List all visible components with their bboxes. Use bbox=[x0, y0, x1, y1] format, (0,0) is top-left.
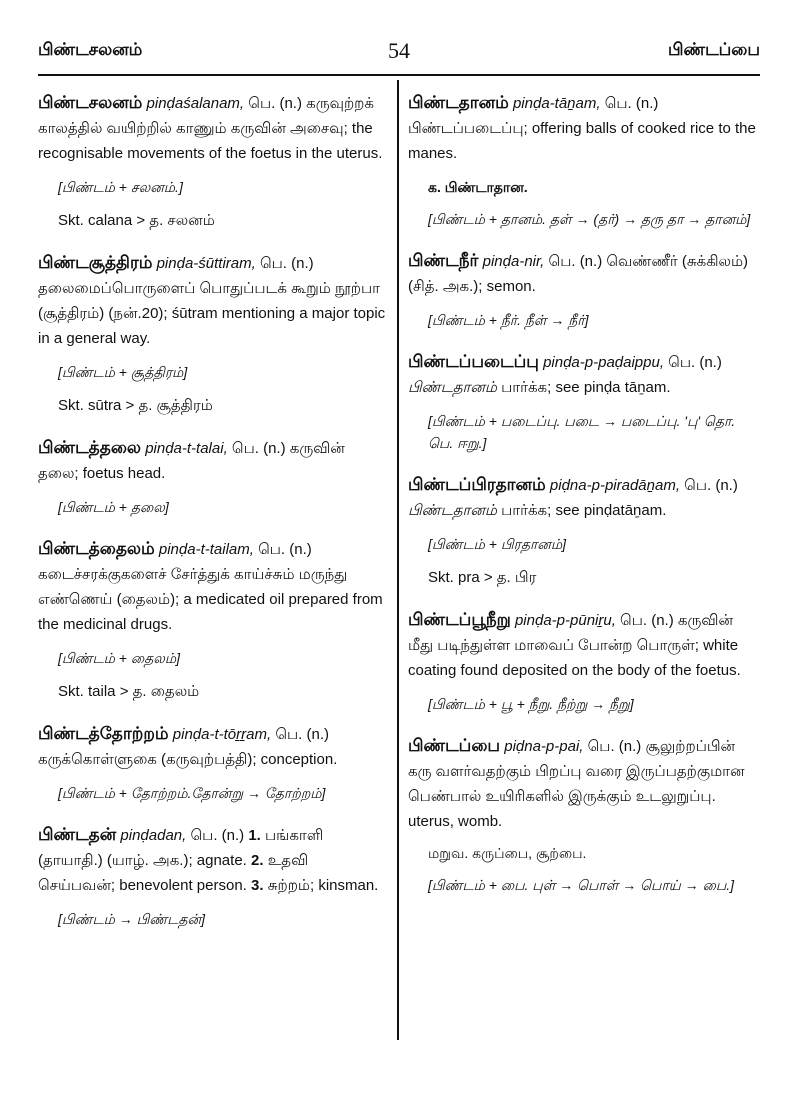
dictionary-entry bbox=[38, 250, 386, 417]
part-of-speech: பெ. (n.) bbox=[684, 477, 738, 494]
transliteration: piḍna-p-piradāṉam, bbox=[549, 477, 680, 494]
part-of-speech: பெ. (n.) bbox=[259, 255, 314, 272]
cognate: க. பிண்டாதான. bbox=[428, 179, 528, 195]
definition: தலைமைப்பொருளைப் பொதுப்படக் கூறும் நூற்பா (சூத்திரம்) (நன்.20); śūtram mentioning a major topic in a general way. bbox=[38, 280, 386, 347]
dictionary-entry bbox=[38, 536, 386, 703]
etymology: [பிண்டம் + தோற்றம்.தோன்று → தோற்றம்] bbox=[58, 785, 326, 801]
definition: பார்க்க; see pinḍatāṉam. bbox=[501, 502, 667, 519]
etymology: [பிண்டம் + தைலம்] bbox=[58, 650, 180, 666]
transliteration: pinḍa-t-tailam, bbox=[158, 541, 254, 558]
sanskrit-origin: Skt. calana > த. சலனம் bbox=[58, 212, 215, 229]
sanskrit-origin: Skt. pra > த. பிர bbox=[428, 569, 537, 586]
synonyms: மறுவ. கருப்பை, சூற்பை. bbox=[428, 845, 587, 861]
headword: பிண்டசூத்திரம் bbox=[38, 253, 153, 272]
part-of-speech: பெ. (n.) bbox=[275, 726, 329, 743]
dictionary-entry bbox=[38, 721, 386, 804]
dictionary-entry bbox=[408, 349, 760, 454]
headword: பிண்டதன் bbox=[38, 825, 117, 844]
etymology: [பிண்டம் + பிரதானம்] bbox=[428, 536, 567, 552]
etymology: [பிண்டம் → பிண்டதன்] bbox=[58, 911, 205, 927]
part-of-speech: பெ. (n.) bbox=[604, 95, 659, 112]
dictionary-entry bbox=[38, 435, 386, 518]
headword: பிண்டப்பிரதானம் bbox=[408, 475, 546, 494]
transliteration: pinḍa-śūttiram, bbox=[156, 255, 256, 272]
sense-definition: உதவி செய்பவன்; benevolent person. bbox=[38, 852, 309, 894]
right-column bbox=[408, 90, 760, 914]
definition: சூலுற்றப்பின் கரு வளர்வதற்கும் பிறப்பு வரை இருப்பதற்குமான பெண்பால் உயிரிகளில் இருக்கும் உடலுறுப்பு. uterus, womb. bbox=[408, 738, 745, 830]
transliteration: pinḍa-p-paḍaippu, bbox=[543, 354, 664, 371]
guide-word-right: பிண்டப்பை bbox=[667, 40, 760, 59]
sanskrit-origin: Skt. sūtra > த. சூத்திரம் bbox=[58, 397, 213, 414]
part-of-speech: பெ. (n.) bbox=[620, 612, 674, 629]
headword: பிண்டத்தோற்றம் bbox=[38, 724, 169, 743]
definition: கருவின் மீது படிந்துள்ள மாவைப் போன்ற பொருள்; white coating found deposited on the body of the foetus. bbox=[408, 612, 741, 679]
definition: கடைச்சரக்குகளைச் சேர்த்துக் காய்ச்சும் மருந்து எண்ணெய் (தைலம்); a medicated oil prepared from the medicinal drugs. bbox=[38, 566, 383, 633]
transliteration: pinḍaśalanam, bbox=[146, 95, 245, 112]
transliteration: pinḍadan, bbox=[120, 827, 187, 844]
definition: கருவுற்றக் காலத்தில் வயிற்றில் காணும் கருவின் அசைவு; the recognisable movements of the foetus in the uterus. bbox=[38, 95, 383, 162]
sense-number: 1. bbox=[248, 827, 261, 844]
headword: பிண்டதானம் bbox=[408, 93, 509, 112]
dictionary-entry bbox=[408, 733, 760, 896]
etymology: [பிண்டம் + தானம். தள் → (தர்) → தரு தா → தானம்] bbox=[428, 211, 751, 227]
transliteration: pinḍa-p-pūniṟu, bbox=[514, 612, 616, 629]
headword: பிண்டப்பை bbox=[408, 736, 501, 755]
etymology: [பிண்டம் + சூத்திரம்] bbox=[58, 364, 188, 380]
definition: பார்க்க; see pinḍa tāṉam. bbox=[501, 379, 671, 396]
part-of-speech: பெ. (n.) bbox=[548, 253, 603, 270]
dictionary-entry bbox=[408, 90, 760, 230]
sense-definition: சுற்றம்; kinsman. bbox=[267, 877, 379, 894]
dictionary-entry bbox=[408, 607, 760, 715]
transliteration: pinḍa-nir, bbox=[482, 253, 545, 270]
page-number: 54 bbox=[388, 38, 410, 63]
dictionary-entry bbox=[408, 248, 760, 331]
part-of-speech: பெ. (n.) bbox=[668, 354, 722, 371]
headword: பிண்டசலனம் bbox=[38, 93, 143, 112]
headword: பிண்டப்படைப்பு bbox=[408, 352, 539, 371]
definition: வெண்ணீர் (சுக்கிலம்) (சித். அக.); semon. bbox=[408, 253, 749, 295]
left-column bbox=[38, 90, 386, 948]
headword: பிண்டத்தைலம் bbox=[38, 539, 155, 558]
column-divider bbox=[397, 80, 399, 1040]
sense-number: 3. bbox=[251, 877, 264, 894]
transliteration: pinḍa-t-tōṟṟam, bbox=[172, 726, 272, 743]
sense-definition: பங்காளி (தாயாதி.) (யாழ். அக.); agnate. bbox=[38, 827, 324, 869]
transliteration: piḍna-p-pai, bbox=[504, 738, 584, 755]
guide-word-left: பிண்டசலனம் bbox=[38, 40, 143, 59]
part-of-speech: பெ. (n.) bbox=[231, 440, 286, 457]
definition: கருக்கொள்ளுகை (கருவுற்பத்தி); conception. bbox=[38, 751, 338, 768]
sanskrit-origin: Skt. taila > த. தைலம் bbox=[58, 683, 200, 700]
page-header bbox=[38, 38, 760, 76]
etymology: [பிண்டம் + பை. புள் → பொள் → பொய் → பை.] bbox=[428, 877, 735, 893]
headword: பிண்டநீர் bbox=[408, 251, 479, 270]
headword: பிண்டப்பூநீறு bbox=[408, 610, 511, 629]
sense-number: 2. bbox=[251, 852, 264, 869]
definition: பிண்டப்படைப்பு; offering balls of cooked rice to the manes. bbox=[408, 120, 756, 162]
etymology: [பிண்டம் + நீர். நீள் → நீர்] bbox=[428, 312, 589, 328]
part-of-speech: பெ. (n.) bbox=[587, 738, 642, 755]
definition: கருவின் தலை; foetus head. bbox=[38, 440, 345, 482]
dictionary-entry bbox=[408, 472, 760, 589]
dictionary-entry bbox=[38, 822, 386, 930]
headword: பிண்டத்தலை bbox=[38, 438, 142, 457]
etymology: [பிண்டம் + தலை] bbox=[58, 499, 169, 515]
part-of-speech: பெ. (n.) bbox=[248, 95, 302, 112]
part-of-speech: பெ. (n.) bbox=[258, 541, 312, 558]
etymology: [பிண்டம் + சலனம்.] bbox=[58, 179, 183, 195]
cross-reference: பிண்டதானம் bbox=[408, 379, 497, 396]
transliteration: pinḍa-tāṉam, bbox=[512, 95, 601, 112]
etymology: [பிண்டம் + பூ + நீறு. நீற்று → நீறு] bbox=[428, 696, 634, 712]
part-of-speech: பெ. (n.) bbox=[190, 827, 245, 844]
dictionary-entry bbox=[38, 90, 386, 232]
cross-reference: பிண்டதானம் bbox=[408, 502, 497, 519]
etymology: [பிண்டம் + படைப்பு. படை → படைப்பு. 'பு' தொ. பெ. ஈறு.] bbox=[428, 413, 736, 451]
transliteration: pinḍa-t-talai, bbox=[145, 440, 228, 457]
